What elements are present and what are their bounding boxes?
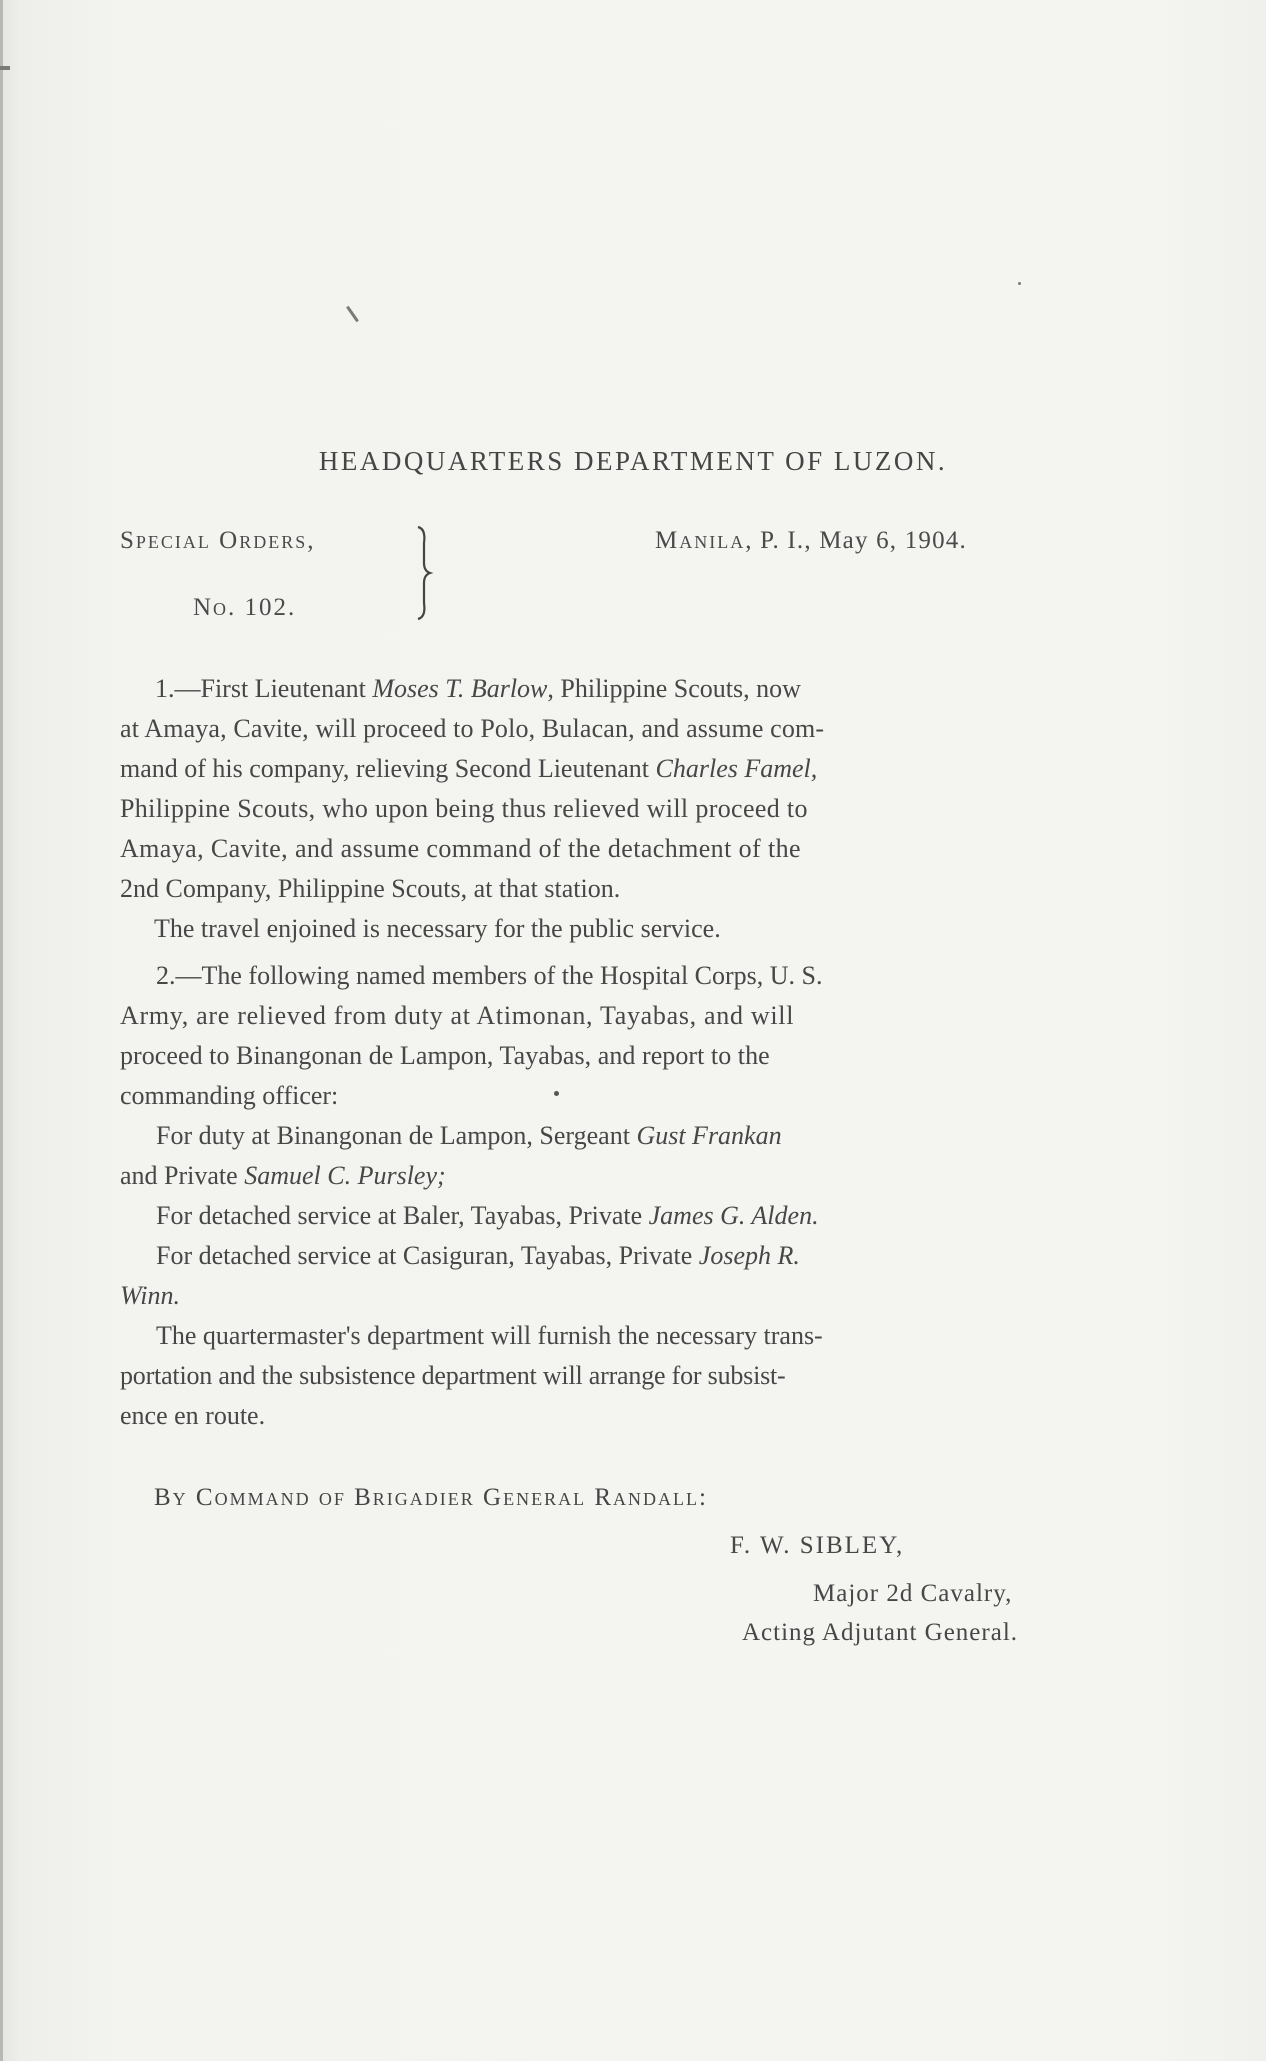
command-line: By Command of Brigadier General Randall: xyxy=(154,1484,708,1511)
brace-icon xyxy=(412,523,434,623)
text-line: 2nd Company, Philippine Scouts, at that station. xyxy=(120,874,621,903)
order-paragraph-1 xyxy=(120,669,1138,949)
dateline xyxy=(655,527,967,555)
officer-name: Charles Famel, xyxy=(655,754,818,783)
text-fragment: For duty at Binangonan de Lampon, Sergeant xyxy=(156,1121,637,1150)
text-line xyxy=(120,669,1138,709)
text-line: ence en route. xyxy=(120,1401,266,1430)
text-line xyxy=(120,1156,1138,1196)
text-line-part xyxy=(155,674,801,703)
text-line: proceed to Binangonan de Lampon, Tayabas, and report to the xyxy=(120,1041,770,1070)
text-line: Army, are relieved from duty at Atimonan, Tayabas, and will xyxy=(120,1001,795,1030)
speck-mark xyxy=(0,66,10,70)
soldier-name: Samuel C. Pursley; xyxy=(244,1161,446,1190)
text-line: Philippine Scouts, who upon being thus relieved will proceed to xyxy=(120,794,808,823)
text-line: at Amaya, Cavite, will proceed to Polo, Bulacan, and assume com- xyxy=(120,714,825,743)
text-line: The quartermaster's department will furnish the necessary trans- xyxy=(156,1321,823,1350)
soldier-name: Gust Frankan xyxy=(636,1121,782,1150)
text-line xyxy=(120,1236,1138,1276)
text-line: The travel enjoined is necessary for the public service. xyxy=(154,914,721,943)
dateline-date: , P. I., May 6, 1904. xyxy=(745,527,967,554)
page-title: HEADQUARTERS DEPARTMENT OF LUZON. xyxy=(318,446,948,476)
text-fragment: , Philippine Scouts, now xyxy=(547,674,801,703)
text-line: portation and the subsistence department will arrange for subsist- xyxy=(120,1361,786,1390)
soldier-name: James G. Alden. xyxy=(648,1201,819,1230)
page-edge xyxy=(0,0,3,2061)
signature-title: Acting Adjutant General. xyxy=(742,1619,1019,1646)
special-orders-label: Special Orders, xyxy=(120,527,316,554)
text-line: 2.—The following named members of the Hospital Corps, U. S. xyxy=(156,961,823,990)
text-fragment: mand of his company, relieving Second Lieutenant xyxy=(120,754,656,783)
dateline-place: Manila xyxy=(655,527,746,554)
text-line: Amaya, Cavite, and assume command of the detachment of the xyxy=(120,834,801,863)
speck-mark xyxy=(346,306,359,322)
text-fragment: For detached service at Baler, Tayabas, Private xyxy=(156,1201,649,1230)
order-paragraph-2 xyxy=(120,956,1138,1436)
text-fragment: 1.—First Lieutenant xyxy=(155,674,373,703)
text-fragment: and Private xyxy=(120,1161,245,1190)
text-line: commanding officer: xyxy=(120,1081,339,1110)
text-line xyxy=(120,1116,1138,1156)
soldier-name: Winn. xyxy=(120,1281,180,1310)
speck-mark xyxy=(1018,282,1021,285)
text-line xyxy=(120,1196,1138,1236)
special-orders-number: No. 102. xyxy=(193,594,297,621)
officer-name: Moses T. Barlow xyxy=(372,674,548,703)
text-fragment: For detached service at Casiguran, Tayabas, Private xyxy=(156,1241,699,1270)
signature-rank: Major 2d Cavalry, xyxy=(813,1580,1013,1607)
signature-name: F. W. SIBLEY, xyxy=(730,1532,905,1559)
soldier-name: Joseph R. xyxy=(698,1241,800,1270)
text-line xyxy=(120,749,1138,789)
